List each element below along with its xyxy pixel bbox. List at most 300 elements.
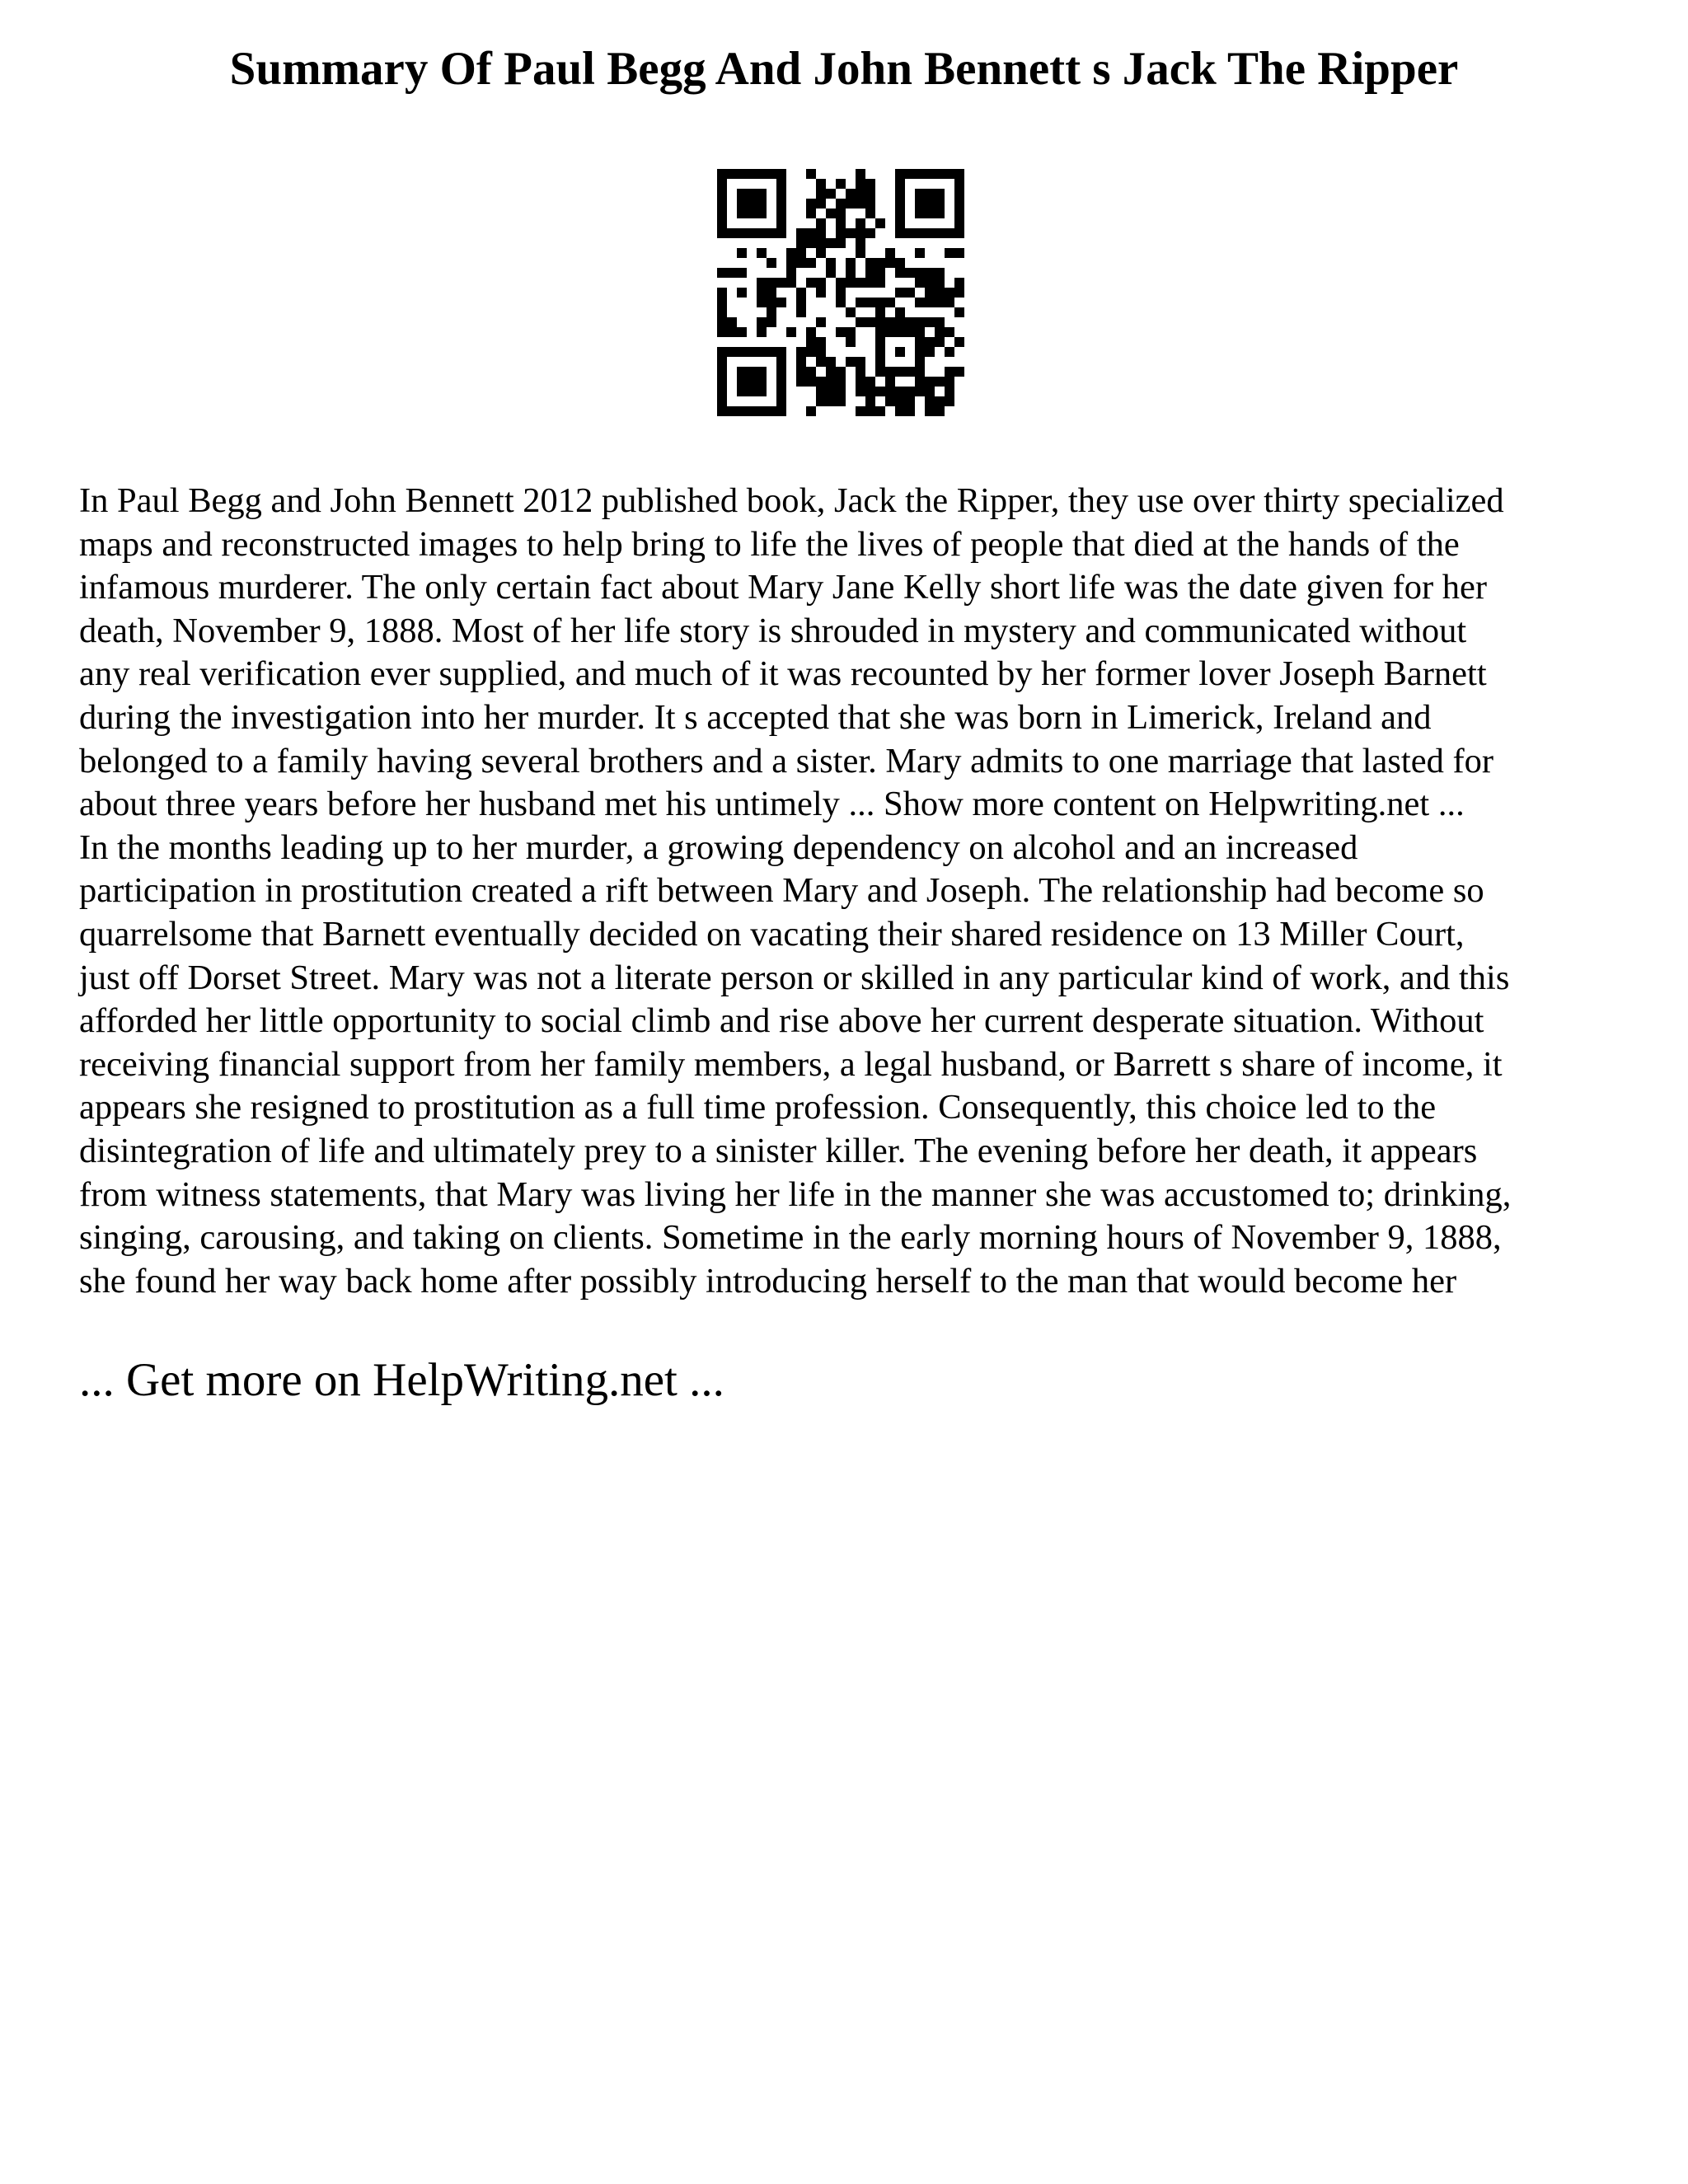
- qr-module: [776, 396, 786, 406]
- qr-module: [747, 169, 757, 179]
- qr-module: [747, 406, 757, 416]
- qr-module: [905, 396, 915, 406]
- qr-module: [737, 288, 747, 298]
- qr-module: [816, 179, 826, 189]
- qr-module: [856, 199, 865, 209]
- qr-module: [895, 288, 905, 298]
- qr-module: [895, 189, 905, 199]
- body-line: death, November 9, 1888. Most of her life story is shrouded in mystery and communicated without: [79, 611, 1467, 650]
- qr-module: [885, 396, 895, 406]
- qr-module: [757, 199, 767, 209]
- qr-module: [826, 238, 836, 248]
- qr-module: [925, 387, 935, 396]
- qr-module: [826, 209, 836, 218]
- qr-module: [846, 337, 856, 347]
- qr-module: [865, 228, 875, 238]
- qr-module: [915, 199, 925, 209]
- qr-module: [717, 367, 727, 377]
- qr-module: [925, 317, 935, 327]
- qr-module: [836, 298, 846, 307]
- qr-module: [865, 199, 875, 209]
- qr-module: [846, 327, 856, 337]
- qr-module: [865, 317, 875, 327]
- qr-module: [806, 406, 816, 416]
- qr-module: [737, 209, 747, 218]
- qr-module: [826, 268, 836, 278]
- qr-module: [796, 248, 806, 258]
- qr-module: [727, 268, 737, 278]
- qr-module: [767, 298, 776, 307]
- qr-module: [885, 367, 895, 377]
- page-title: Summary Of Paul Begg And John Bennett s Jack The Ripper: [229, 43, 1459, 95]
- qr-module: [836, 209, 846, 218]
- body-line: participation in prostitution created a rift between Mary and Joseph. The relationship had become so: [79, 871, 1484, 911]
- qr-module: [776, 367, 786, 377]
- body-text: [79, 480, 1629, 1303]
- qr-module: [875, 406, 885, 416]
- qr-module: [826, 387, 836, 396]
- qr-module: [836, 288, 846, 298]
- qr-module: [806, 238, 816, 248]
- qr-module: [895, 258, 905, 268]
- qr-module: [806, 228, 816, 238]
- qr-module: [875, 278, 885, 288]
- qr-module: [816, 189, 826, 199]
- qr-module: [737, 377, 747, 387]
- qr-module: [935, 268, 945, 278]
- qr-module: [826, 377, 836, 387]
- qr-module: [757, 288, 767, 298]
- qr-module: [747, 367, 757, 377]
- qr-module: [776, 179, 786, 189]
- qr-module: [856, 179, 865, 189]
- qr-module: [925, 209, 935, 218]
- qr-module: [935, 298, 945, 307]
- qr-module: [865, 258, 875, 268]
- qr-module: [836, 179, 846, 189]
- qr-module: [895, 199, 905, 209]
- qr-module: [776, 228, 786, 238]
- qr-module: [856, 218, 865, 228]
- qr-module: [925, 228, 935, 238]
- qr-module: [737, 248, 747, 258]
- qr-module: [816, 248, 826, 258]
- qr-module: [925, 288, 935, 298]
- qr-module: [737, 406, 747, 416]
- qr-module: [895, 169, 905, 179]
- qr-module: [865, 377, 875, 387]
- qr-module: [925, 337, 935, 347]
- qr-module: [915, 248, 925, 258]
- qr-module: [915, 169, 925, 179]
- body-line: infamous murderer. The only certain fact about Mary Jane Kelly short life was the date given for her: [79, 568, 1488, 607]
- qr-module: [757, 248, 767, 258]
- qr-module: [905, 327, 915, 337]
- qr-module: [865, 298, 875, 307]
- qr-module: [767, 406, 776, 416]
- qr-module: [846, 199, 856, 209]
- qr-module: [806, 337, 816, 347]
- qr-module: [776, 189, 786, 199]
- qr-module: [935, 406, 945, 416]
- qr-module: [816, 337, 826, 347]
- qr-module: [954, 228, 964, 238]
- qr-module: [945, 396, 954, 406]
- qr-module: [925, 406, 935, 416]
- qr-module: [885, 298, 895, 307]
- qr-module: [737, 189, 747, 199]
- qr-module: [875, 258, 885, 268]
- qr-module: [796, 357, 806, 367]
- qr-module: [954, 189, 964, 199]
- qr-module: [737, 327, 747, 337]
- qr-module: [836, 238, 846, 248]
- qr-module: [796, 377, 806, 387]
- qr-module: [717, 298, 727, 307]
- body-line: any real verification ever supplied, and much of it was recounted by her former lover Joseph Barnett: [79, 654, 1487, 694]
- qr-module: [865, 278, 875, 288]
- qr-module: [826, 367, 836, 377]
- qr-module: [954, 169, 964, 179]
- qr-module: [945, 288, 954, 298]
- qr-module: [865, 179, 875, 189]
- qr-module: [767, 228, 776, 238]
- qr-module: [816, 377, 826, 387]
- qr-module: [875, 317, 885, 327]
- qr-module: [895, 367, 905, 377]
- qr-module: [717, 218, 727, 228]
- qr-module: [717, 228, 727, 238]
- qr-module: [935, 377, 945, 387]
- qr-module: [776, 169, 786, 179]
- qr-module: [717, 199, 727, 209]
- qr-module: [747, 209, 757, 218]
- qr-module: [846, 307, 856, 317]
- qr-module: [945, 248, 954, 258]
- qr-module: [846, 228, 856, 238]
- qr-module: [885, 377, 895, 387]
- qr-module: [747, 189, 757, 199]
- qr-module: [885, 387, 895, 396]
- qr-module: [905, 228, 915, 238]
- qr-module: [767, 307, 776, 317]
- qr-module: [826, 357, 836, 367]
- qr-module: [717, 357, 727, 367]
- qr-module: [776, 377, 786, 387]
- qr-module: [757, 189, 767, 199]
- body-line: In the months leading up to her murder, a growing dependency on alcohol and an increased: [79, 827, 1358, 867]
- qr-module: [905, 268, 915, 278]
- qr-module: [727, 327, 737, 337]
- qr-module: [826, 396, 836, 406]
- body-line: she found her way back home after possibly introducing herself to the man that would become her: [79, 1261, 1457, 1301]
- qr-module: [875, 327, 885, 337]
- qr-module: [865, 209, 875, 218]
- qr-module: [806, 347, 816, 357]
- qr-module: [925, 189, 935, 199]
- qr-module: [816, 288, 826, 298]
- qr-module: [935, 209, 945, 218]
- qr-module: [954, 307, 964, 317]
- qr-module: [856, 357, 865, 367]
- qr-module: [935, 278, 945, 288]
- qr-module: [915, 298, 925, 307]
- qr-module: [767, 317, 776, 327]
- qr-module: [757, 387, 767, 396]
- qr-module: [935, 199, 945, 209]
- qr-module: [915, 347, 925, 357]
- qr-module: [865, 396, 875, 406]
- qr-module: [925, 199, 935, 209]
- qr-module: [915, 367, 925, 377]
- qr-module: [717, 377, 727, 387]
- qr-module: [796, 288, 806, 298]
- qr-module: [895, 179, 905, 189]
- qr-module: [885, 327, 895, 337]
- qr-module: [757, 228, 767, 238]
- qr-module: [895, 327, 905, 337]
- get-more-link[interactable]: ... Get more on HelpWriting.net ...: [79, 1354, 724, 1406]
- qr-module: [935, 189, 945, 199]
- qr-module: [836, 199, 846, 209]
- qr-module: [776, 298, 786, 307]
- qr-module: [767, 258, 776, 268]
- qr-module: [905, 387, 915, 396]
- qr-module: [954, 288, 964, 298]
- qr-module: [895, 317, 905, 327]
- qr-module: [717, 179, 727, 189]
- qr-module: [717, 406, 727, 416]
- qr-module: [915, 377, 925, 387]
- body-line: appears she resigned to prostitution as a full time profession. Consequently, this choice led to the: [79, 1088, 1437, 1127]
- qr-module: [786, 327, 796, 337]
- qr-module: [905, 288, 915, 298]
- qr-code-icon: [717, 169, 964, 416]
- qr-module: [856, 377, 865, 387]
- qr-module: [737, 387, 747, 396]
- qr-module: [717, 396, 727, 406]
- qr-module: [865, 189, 875, 199]
- qr-module: [767, 347, 776, 357]
- qr-module: [875, 367, 885, 377]
- qr-module: [796, 367, 806, 377]
- qr-module: [846, 278, 856, 288]
- qr-module: [796, 307, 806, 317]
- qr-module: [935, 169, 945, 179]
- body-line: maps and reconstructed images to help bring to life the lives of people that died at the hands of the: [79, 524, 1460, 564]
- qr-module: [905, 169, 915, 179]
- body-line: from witness statements, that Mary was living her life in the manner she was accustomed to; drinking,: [79, 1174, 1512, 1214]
- qr-module: [717, 387, 727, 396]
- qr-module: [757, 169, 767, 179]
- qr-module: [836, 377, 846, 387]
- qr-module: [757, 367, 767, 377]
- qr-module: [954, 199, 964, 209]
- qr-module: [945, 169, 954, 179]
- body-line: afforded her little opportunity to social climb and rise above her current desperate situation. Without: [79, 1001, 1484, 1041]
- qr-module: [935, 228, 945, 238]
- qr-module: [776, 278, 786, 288]
- qr-module: [776, 199, 786, 209]
- qr-module: [895, 347, 905, 357]
- qr-module: [925, 347, 935, 357]
- qr-module: [757, 209, 767, 218]
- qr-module: [875, 298, 885, 307]
- qr-module: [945, 387, 954, 396]
- qr-module: [895, 218, 905, 228]
- qr-module: [717, 317, 727, 327]
- qr-module: [806, 169, 816, 179]
- qr-module: [776, 406, 786, 416]
- qr-module: [915, 209, 925, 218]
- qr-module: [856, 238, 865, 248]
- qr-module: [816, 199, 826, 209]
- qr-module: [816, 387, 826, 396]
- qr-module: [826, 258, 836, 268]
- qr-module: [816, 278, 826, 288]
- qr-module: [935, 327, 945, 337]
- qr-module: [747, 199, 757, 209]
- qr-module: [786, 268, 796, 278]
- qr-module: [856, 387, 865, 396]
- qr-module: [776, 387, 786, 396]
- qr-module: [935, 288, 945, 298]
- qr-module: [796, 228, 806, 238]
- qr-module: [905, 367, 915, 377]
- qr-module: [727, 347, 737, 357]
- qr-module: [856, 169, 865, 179]
- qr-module: [796, 298, 806, 307]
- qr-module: [954, 179, 964, 189]
- qr-module: [727, 406, 737, 416]
- qr-module: [727, 317, 737, 327]
- qr-module: [816, 347, 826, 357]
- qr-module: [945, 377, 954, 387]
- qr-module: [935, 396, 945, 406]
- qr-module: [737, 169, 747, 179]
- qr-module: [915, 387, 925, 396]
- qr-module: [757, 327, 767, 337]
- qr-module: [954, 209, 964, 218]
- qr-module: [895, 209, 905, 218]
- qr-module: [796, 347, 806, 357]
- body-line: singing, carousing, and taking on clients. Sometime in the early morning hours of November 9, 1888,: [79, 1218, 1502, 1258]
- qr-module: [945, 228, 954, 238]
- qr-module: [945, 298, 954, 307]
- qr-module: [905, 317, 915, 327]
- qr-module: [915, 357, 925, 367]
- qr-module: [875, 307, 885, 317]
- qr-module: [945, 327, 954, 337]
- qr-module: [856, 317, 865, 327]
- qr-module: [816, 238, 826, 248]
- qr-module: [925, 268, 935, 278]
- qr-module: [757, 298, 767, 307]
- body-line: belonged to a family having several brothers and a sister. Mary admits to one marriage that lasted for: [79, 741, 1493, 780]
- qr-module: [816, 228, 826, 238]
- qr-module: [727, 169, 737, 179]
- qr-module: [846, 189, 856, 199]
- qr-module: [747, 377, 757, 387]
- qr-module: [776, 347, 786, 357]
- qr-module: [915, 327, 925, 337]
- qr-module: [717, 327, 727, 337]
- qr-module: [836, 367, 846, 377]
- qr-module: [954, 337, 964, 347]
- qr-module: [737, 347, 747, 357]
- qr-module: [747, 347, 757, 357]
- body-line: quarrelsome that Barnett eventually decided on vacating their shared residence on 13 Miller Court,: [79, 914, 1465, 954]
- qr-module: [757, 278, 767, 288]
- qr-module: [925, 396, 935, 406]
- qr-module: [836, 228, 846, 238]
- qr-module: [806, 258, 816, 268]
- qr-module: [816, 357, 826, 367]
- qr-module: [895, 307, 905, 317]
- qr-module: [895, 406, 905, 416]
- qr-module: [865, 268, 875, 278]
- body-line: receiving financial support from her family members, a legal husband, or Barrett s share of income, it: [79, 1044, 1503, 1084]
- qr-module: [836, 327, 846, 337]
- qr-module: [856, 248, 865, 258]
- qr-module: [846, 357, 856, 367]
- qr-module: [925, 298, 935, 307]
- qr-module: [945, 347, 954, 357]
- qr-module: [954, 248, 964, 258]
- qr-module: [836, 387, 846, 396]
- qr-module: [717, 189, 727, 199]
- qr-module: [954, 218, 964, 228]
- qr-module: [786, 258, 796, 268]
- qr-module: [875, 218, 885, 228]
- qr-module: [905, 406, 915, 416]
- qr-module: [796, 238, 806, 248]
- qr-module: [806, 199, 816, 209]
- qr-module: [806, 209, 816, 218]
- qr-module: [875, 347, 885, 357]
- qr-module: [836, 278, 846, 288]
- qr-module: [865, 387, 875, 396]
- qr-module: [816, 317, 826, 327]
- qr-module: [737, 199, 747, 209]
- qr-module: [954, 278, 964, 288]
- qr-module: [806, 327, 816, 337]
- qr-module: [757, 406, 767, 416]
- qr-module: [935, 337, 945, 347]
- qr-module: [865, 406, 875, 416]
- qr-module: [757, 317, 767, 327]
- qr-module: [806, 278, 816, 288]
- body-line: In Paul Begg and John Bennett 2012 published book, Jack the Ripper, they use over thirty specialized: [79, 481, 1504, 520]
- qr-module: [915, 317, 925, 327]
- qr-module: [776, 218, 786, 228]
- qr-module: [836, 396, 846, 406]
- qr-module: [836, 218, 846, 228]
- qr-module: [875, 337, 885, 347]
- qr-module: [846, 268, 856, 278]
- qr-module: [767, 169, 776, 179]
- qr-module: [737, 367, 747, 377]
- qr-module: [717, 307, 727, 317]
- qr-module: [816, 396, 826, 406]
- qr-module: [816, 218, 826, 228]
- qr-module: [856, 298, 865, 307]
- qr-module: [856, 189, 865, 199]
- body-line: during the investigation into her murder. It s accepted that she was born in Limerick, Ireland and: [79, 697, 1432, 737]
- qr-module: [954, 367, 964, 377]
- qr-module: [757, 377, 767, 387]
- qr-module: [856, 406, 865, 416]
